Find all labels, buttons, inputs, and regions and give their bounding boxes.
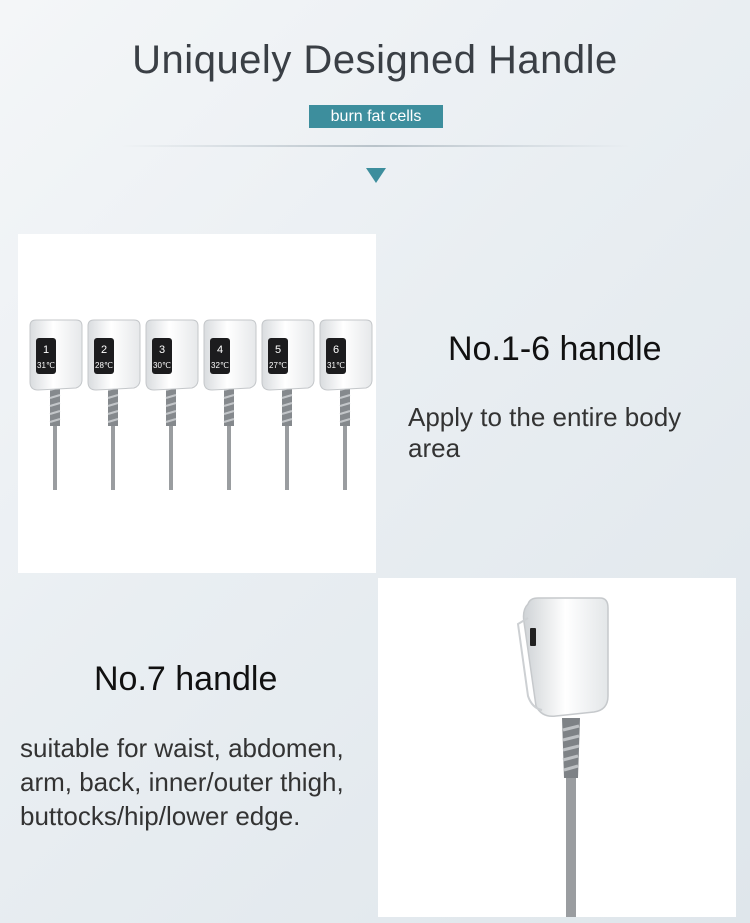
subtitle-badge: burn fat cells xyxy=(309,105,443,128)
handle-device xyxy=(30,320,82,490)
handles-1-6-illustration xyxy=(18,234,376,573)
handle-device xyxy=(262,320,314,490)
handle-temp: 27℃ xyxy=(269,361,287,370)
handle-7-description: suitable for waist, abdomen, arm, back, inner/outer thigh, buttocks/hip/lower edge. xyxy=(20,733,344,831)
down-arrow-icon xyxy=(366,168,386,183)
handle-temp: 31℃ xyxy=(327,361,345,370)
handle-device xyxy=(204,320,256,490)
handle-number: 6 xyxy=(332,344,340,356)
handle-7-image xyxy=(378,578,736,917)
handle-temp: 30℃ xyxy=(153,361,171,370)
handle-temp: 28℃ xyxy=(95,361,113,370)
handles-1-6-description: Apply to the entire body area xyxy=(408,402,682,463)
page-title: Uniquely Designed Handle xyxy=(132,38,618,82)
handles-1-6-image xyxy=(18,234,376,573)
handle-number: 3 xyxy=(158,344,166,356)
handle-number: 5 xyxy=(274,344,282,356)
handle-7-title: No.7 handle xyxy=(94,660,278,698)
handle-body xyxy=(524,598,609,716)
handle-number: 1 xyxy=(42,344,50,356)
handle-temp: 32℃ xyxy=(211,361,229,370)
handle-device xyxy=(146,320,198,490)
handle-device xyxy=(320,320,372,490)
handle-number: 4 xyxy=(216,344,224,356)
handle-display xyxy=(530,628,536,646)
handle-device xyxy=(88,320,140,490)
handle-temp: 31℃ xyxy=(37,361,55,370)
header-divider xyxy=(120,145,630,147)
handle-7-illustration xyxy=(378,578,736,917)
handle-number: 2 xyxy=(100,344,108,356)
handles-1-6-title: No.1-6 handle xyxy=(448,330,662,368)
